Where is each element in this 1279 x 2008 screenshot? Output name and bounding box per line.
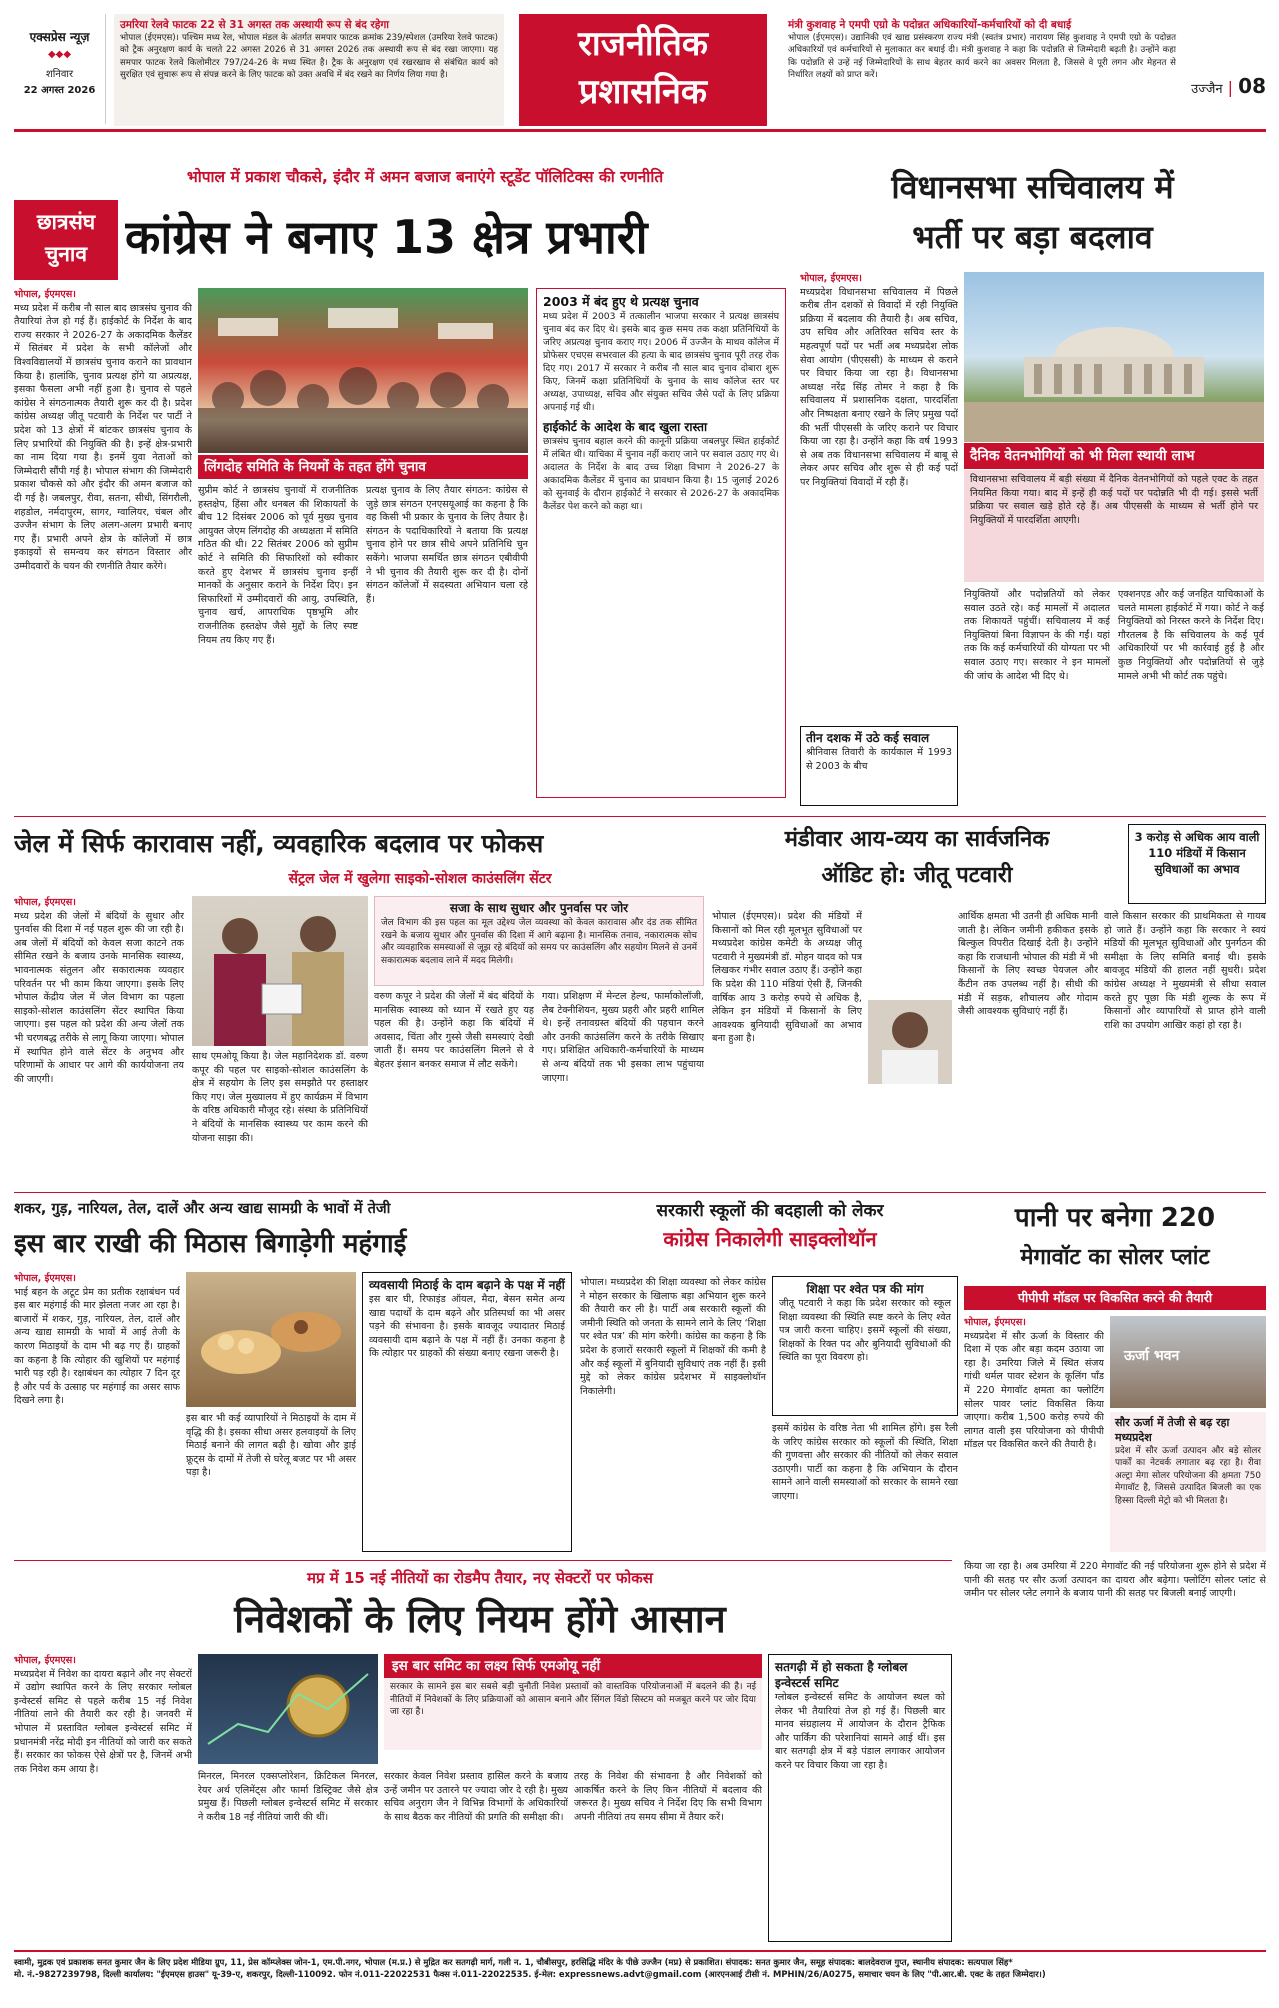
story4-photo [868,1000,952,1084]
story8-photo [198,1654,378,1764]
story8-kicker: मप्र में 15 नई नीतियों का रोडमैप तैयार, नए सेक्टरों पर फोकस [307,1569,653,1587]
story8-box2-title: सतगढ़ी में हो सकता है ग्लोबल इन्वेस्टर्स समिट [775,1660,908,1690]
brief-left-body: भोपाल (ईएमएस)। पश्चिम मध्य रेल, भोपाल मंडल के अंतर्गत समपार फाटक क्रमांक 239/स्पेशल (उमरिया रेलवे फाटक) को ट्रैक अनुरक्षण कार्य के चलते 22 अगस्त 2026 से 31 अगस्त 2026 तक अस्थायी रूप से बंद रखा जाएगा। यह समपार फाटक रेलवे किलोमीटर 797/24-26 के मध्य स्थित है। ट्रैक के अनुरक्षण एवं रखरखाव से संबंधित कार्य को सुरक्षित एवं सुचारू रूप से संपन्न करने के लिए फाटक को उक्त अवधि में बंद रखने का निर्णय लिया गया है। [120,33,498,81]
box-2003-title: 2003 में बंद हुए थे प्रत्यक्ष चुनाव [543,294,699,309]
story1-dateline: भोपाल, ईएमएस। [14,289,76,300]
story4-headline [712,822,1122,898]
story5-body-text: भाई बहन के अटूट प्रेम का प्रतीक रक्षाबंधन पर्व इस बार महंगाई की मार झेलता नजर आ रहा है। बाजारों में शकर, गुड़, नारियल, तेल, दालें और अन्य खाद्य सामग्री के भावों में आई तेजी के कारण मिठाइयों के दाम भी बढ़ गए हैं। ग्राहकों का कहना है कि त्योहार की खुशियों पर महंगाई भारी पड़ रही है। रक्षाबंधन का त्योहार 7 दिन दूर है और पर्व के उत्साह पर महंगाई का असर साफ दिखने लगा है। [14,1286,180,1407]
story6-headline [580,1198,960,1270]
section-title-line1: राजनीतिक [578,24,708,64]
story3-col2: साथ एमओयू किया है। जेल महानिदेशक डॉ. वरुण कपूर की पहल पर साइको-सोशल काउंसलिंग के क्षेत्र में सहयोग के लिए इस समझौते पर हस्ताक्षर किए गए। जेल मुख्यालय में हुए कार्यक्रम में विभाग के वरिष्ठ अधिकारी मौजूद रहे। संस्था के प्रतिनिधियों ने बंदियों के मानसिक स्वास्थ्य पर काम करने की योजना साझा की। [192,1051,368,1144]
story8-col2: मिनरल, मिनरल एक्सप्लोरेशन, क्रिटिकल मिनरल, रेयर अर्थ एलिमेंट्स और फार्मा डिस्ट्रिक्ट जैसे क्षेत्र प्रमुख हैं। पिछली ग्लोबल इन्वेस्टर्स समिट में सरकार ने करीब 18 नई नीतियां जारी की थीं। [198,1771,378,1823]
story4-col3: वाले किसान सरकार की प्राथमिकता से गायब हो जाते हैं। उन्होंने कहा कि सरकार ने स्वयं मंडियों की मूलभूत सुविधाओं और पुनर्गठन की समीक्षा के लिए समिति बनाई थी। इसके बावजूद मंडियों की हालत नहीं सुधरी। प्रदेश कांग्रेस अध्यक्ष ने मुख्यमंत्री से सीधा सवाल करते हुए पूछा कि मंडी शुल्क के रूप में किसानों और व्यापारियों से प्राप्त होने वाली राशि का उपयोग आखिर कहां हो रहा है। [1104,911,1266,1031]
story3-photo [192,896,368,1046]
story8-col4: तरह के निवेश की संभावना है और निवेशकों को आकर्षित करने के लिए किन नीतियों में बदलाव की जरूरत है। मुख्य सचिव ने निर्देश दिए कि सभी विभाग अपनी नीतियां तय समय सीमा में तैयार करें। [574,1771,762,1823]
story5-box-body: इस बार घी, रिफाइंड ऑयल, मैदा, बेसन समेत अन्य खाद्य पदार्थों के दाम बढ़ने और प्रतिस्पर्धा का भी असर पड़ने की संभावना है। इसके बावजूद ज्यादातर मिठाई व्यवसायी दाम बढ़ाने के पक्ष में नहीं हैं। उनका कहना है कि त्योहार पर ग्राहकों की संख्या बनाए रखना जरूरी है। [369,1294,565,1360]
story5-box-title: व्यवसायी मिठाई के दाम बढ़ाने के पक्ष में नहीं [369,1278,565,1292]
story6-box-body: जीतू पटवारी ने कहा कि प्रदेश सरकार को स्कूल शिक्षा व्यवस्था की स्थिति स्पष्ट करने के लिए श्वेत पत्र जारी करना चाहिए। इसमें स्कूलों की संख्या, शिक्षकों के रिक्त पद और बुनियादी सुविधाओं की स्थिति का पूरा विवरण हो। [779,1298,951,1364]
story8-box [384,1654,762,1750]
story1-tag-line1: छात्रसंघ [36,210,96,234]
story7-dateline: भोपाल, ईएमएस। [964,1317,1026,1328]
brief-right-body: भोपाल (ईएमएस)। उद्यानिकी एवं खाद्य प्रसंस्करण राज्य मंत्री (स्वतंत्र प्रभार) नारायण सिंह कुशवाह ने एमपी एग्रो के पदोन्नत अधिकारियों एवं कर्मचारियों से मुलाकात कर बधाई दी। मंत्री कुशवाह ने कहा कि पदोन्नति से जिम्मेदारी बढ़ती है। उन्होंने कहा कि पदोन्नति से उन्हें नई जिम्मेदारियों के साथ बेहतर कार्य करने का अवसर मिलता है, जिससे वे पूरी लगन और मेहनत से निर्धारित लक्ष्यों को प्राप्त करें। [788,33,1176,81]
brand-name: एक्सप्रेस न्यूज़ [29,30,90,44]
story1-body-text: मध्य प्रदेश में करीब नौ साल बाद छात्रसंघ चुनाव की तैयारियां तेज हो गई हैं। हाईकोर्ट के निर्देश के बाद राज्य सरकार ने 2026-27 के अकादमिक कैलेंडर में सितंबर में प्रदेश के सभी कॉलेजों और विश्वविद्यालयों में छात्रसंघ चुनाव कराने का प्रावधान किया है। हालांकि, चुनाव प्रत्यक्ष होंगे या अप्रत्यक्ष, इसका फैसला अभी नहीं हुआ है। चुनाव से पहले कांग्रेस ने संगठनात्मक तैयारी शुरू कर दी है। प्रदेश कांग्रेस अध्यक्ष जीतू पटवारी के निर्देश पर पार्टी ने प्रदेश को 13 क्षेत्रों में बांटकर छात्रसंघ चुनाव के लिए प्रभारियों की नियुक्ति की है। इन्हें क्षेत्र-प्रभारी का नाम दिया गया है। इनमें युवा नेताओं को जिम्मेदारी सौंपी गई है। भोपाल संभाग की जिम्मेदारी प्रकाश चौकसे को और इंदौर की अमन बजाज को दी गई है। जबलपुर, रीवा, सतना, सीधी, सिंगरौली, शहडोल, नर्मदापुरम, सागर, ग्वालियर, चंबल और उज्जैन संभाग के लिए अलग-अलग प्रभारी बनाए गए हैं। प्रभारी अपने क्षेत्र के कॉलेजों में छात्र इकाइयों से समन्वय कर संगठन विस्तार और उम्मीदवारों के चयन की रणनीति तैयार करेंगे। [14,302,192,572]
row-separator-2 [14,1192,1266,1193]
row-separator-1 [14,816,1266,817]
footer-contact: मो. नं.-9827239798, दिल्ली कार्यालय: "ईएमएस हाउस" यू-39-ए, शकरपुर, दिल्ली-110092. फोन नं.011-22022531 फैक्स नं.011-22022535. ई-मेल: expressnews.advt@gmail.com (आरएनआई टीसी नं. MPHIN/26/A0275, समाचार चयन के लिए "पी.आर.बी. एक्ट के तहत जिम्मेदार।) [14,1969,1046,1979]
story2-headline-line1: विधानसभा सचिवालय में [891,168,1174,206]
story7-body [964,1316,1104,1552]
brief-right [782,14,1182,126]
story3-box-body: जेल विभाग की इस पहल का मूल उद्देश्य जेल व्यवस्था को केवल कारावास और दंड तक सीमित रखने के बजाय सुधार और पुनर्वास की दिशा में आगे बढ़ाना है। मानसिक तनाव, नकारात्मक सोच और व्यवहारिक समस्याओं से जूझ रहे बंदियों को समय पर काउंसलिंग और सहयोग मिलने से उनमें सकारात्मक बदलाव लाने में मदद मिलेगी। [381,918,697,966]
brief-left [114,14,504,126]
story3-col3: वरुण कपूर ने प्रदेश की जेलों में बंद बंदियों के मानसिक स्वास्थ्य को ध्यान में रखते हुए यह पहल की है। उन्होंने कहा कि बंदियों में अवसाद, चिंता और गुस्से जैसी समस्याएं देखी जाती हैं। समय पर काउंसलिंग मिलने से वे बेहतर इंसान बनकर समाज में लौट सकेंगे। [374,991,534,1070]
story5-photo [186,1272,356,1407]
story2-col2: नियुक्तियों और पदोन्नतियों को लेकर सवाल उठते रहे। कई मामलों में अदालत तक शिकायतें पहुंचीं। सचिवालय में कई नियुक्तियां बिना विज्ञापन के की गईं। यहां तक कि कई कर्मचारियों की योग्यता पर भी सवाल उठाए गए। सरकार ने इन मामलों की जांच के आदेश भी दिए थे। [964,589,1110,682]
story1-photo [198,288,528,453]
story3-col4: गया। प्रशिक्षण में मेन्टल हेल्थ, फार्माकोलॉजी, लैब टेक्नीशियन, मुख्य प्रहरी और प्रहरी शामिल थे। इन्हें तनावग्रस्त बंदियों की पहचान करने और उनकी काउंसलिंग करने के तरीके सिखाए गए। प्रशिक्षित अधिकारी-कर्मचारियों के माध्यम से अन्य बंदियों तक भी इसका लाभ पहुंचाया जाएगा। [542,991,704,1084]
story1-body [14,288,192,798]
story7-box-body: प्रदेश में सौर ऊर्जा उत्पादन और बड़े सोलर पार्कों का नेटवर्क लगातार बढ़ रहा है। रीवा अल्ट्रा मेगा सोलर परियोजना की क्षमता 750 मेगावॉट है, जिससे उत्पादित बिजली का एक हिस्सा दिल्ली मेट्रो को भी मिलता है। [1115,1446,1261,1506]
section-title-line2: प्रशासनिक [578,72,708,112]
page-number-block [1186,74,1266,104]
story1-tag [14,200,118,280]
box-2003-subhead: हाईकोर्ट के आदेश के बाद खुला रास्ता [543,420,708,434]
story5-col2: इस बार भी कई व्यापारियों ने मिठाइयों के दाम में वृद्धि की है। इसका सीधा असर हलवाइयों के लिए मिठाई बनाने की लागत बढ़ी है। खोवा और ड्राई फ्रूट्स के दामों में तेजी से घरेलू बजट पर भी असर पड़ा है। [186,1413,356,1479]
story8-col3: सरकार केवल निवेश प्रस्ताव हासिल करने के बजाय उन्हें जमीन पर उतारने पर ज्यादा जोर दे रही है। मुख्य सचिव अनुराग जैन ने विभिन्न विभागों के अधिकारियों के साथ बैठक कर नीतियों की प्रगति की समीक्षा की। [384,1771,568,1823]
story7-photo [1110,1316,1266,1408]
story5-kicker: शकर, गुड़, नारियल, तेल, दालें और अन्य खाद्य सामग्री के भावों में तेजी [14,1201,391,1217]
story8-box-title: इस बार समिट का लक्ष्य सिर्फ एमओयू नहीं [384,1654,762,1678]
story7-box-title: सौर ऊर्जा में तेजी से बढ़ रहा मध्यप्रदेश [1115,1416,1230,1444]
story2-headline-line2: भर्ती पर बड़ा बदलाव [912,218,1153,256]
story7-body-text: मध्यप्रदेश में सौर ऊर्जा के विस्तार की दिशा में एक और बड़ा कदम उठाया जा रहा है। उमरिया जिले में स्थित संजय गांधी थर्मल पावर स्टेशन के कूलिंग पॉंड में 220 मेगावॉट क्षमता का फ्लोटिंग सोलर पावर प्लांट विकसित किया जाएगा। करीब 1,500 करोड़ रुपये की लागत वाली इस परियोजना को पीपीपी मॉडल पर विकसित करने की तैयारी है। [964,1330,1104,1451]
footer [14,1950,1266,1996]
story5-body [14,1272,180,1552]
brief-left-headline: उमरिया रेलवे फाटक 22 से 31 अगस्त तक अस्थायी रूप से बंद रहेगा [120,19,389,31]
story7-box [1110,1412,1266,1552]
brand-ornament: ◆◆◆ [47,49,72,60]
story6-body: भोपाल। मध्यप्रदेश की शिक्षा व्यवस्था को लेकर कांग्रेस ने मोहन सरकार के खिलाफ बड़ा अभियान शुरू करने की तैयारी कर ली है। पार्टी अब सरकारी स्कूलों की जमीनी स्थिति को जनता के सामने लाने के लिए ‘शिक्षा पर श्वेत पत्र’ की मांग करेगी। कांग्रेस का कहना है कि प्रदेश के हजारों सरकारी स्कूलों में शिक्षकों की कमी है और कई स्कूलों में बुनियादी सुविधाएं तक नहीं हैं। इसी मुद्दे को लेकर कांग्रेस प्रदेशभर में साइक्लोथॉन निकालेगी। [580,1277,766,1397]
story8-body [14,1654,192,1942]
crowd-illustration [198,288,528,453]
story5-headline: इस बार राखी की मिठास बिगाड़ेगी महंगाई [14,1229,407,1259]
story1-caption-body: सुप्रीम कोर्ट ने छात्रसंघ चुनावों में राजनीतिक हस्तक्षेप, हिंसा और धनबल की शिकायतों के बीच 12 दिसंबर 2006 को पूर्व मुख्य चुनाव आयुक्त जेएम लिंगदोह की अध्यक्षता में समिति गठित की थी। 22 सितंबर 2006 को सुप्रीम कोर्ट ने समिति की सिफारिशों को स्वीकार करते हुए देशभर में छात्रसंघ चुनाव इन्हीं मानकों के अनुसार कराने के निर्देश दिए। इन सिफारिशों में उम्मीदवारों की आयु, उपस्थिति, चुनाव खर्च, आपराधिक पृष्ठभूमि और राजनीतिक हस्तक्षेप जैसे मुद्दों के लिए स्पष्ट नियम तय किए गए हैं। [198,485,358,646]
story3-body-text: मध्य प्रदेश की जेलों में बंदियों के सुधार और पुनर्वास की दिशा में नई पहल शुरू की जा रही है। अब जेलों में बंदियों को केवल सजा काटने तक सीमित रखने के बजाय उनके मानसिक स्वास्थ्य, भावनात्मक संतुलन और सकारात्मक व्यवहार परिवर्तन पर भी काम किया जाएगा। इसके लिए भोपाल केंद्रीय जेल में जेल विभाग का पहला साइको-सोशल काउंसलिंग सेंटर स्थापित किया जाएगा। इस पहल को प्रदेश की अन्य जेलों तक भी चरणबद्ध तरीके से लागू किया जाएगा। भोपाल में स्थापित होने वाले सेंटर के अनुभव और परिणामों के आधार पर आगे की कार्ययोजना तय की जाएगी। [14,910,184,1085]
story1-kicker: भोपाल में प्रकाश चौकसे, इंदौर में अमन बजाज बनाएंगे स्टूडेंट पॉलिटिक्स की रणनीति [186,168,664,186]
story2-caption-body: विधानसभा सचिवालय में बड़ी संख्या में दैनिक वेतनभोगियों को पहले एक्ट के तहत नियमित किया गया। बाद में इन्हें ही कई पदों पर पदोन्नति भी दी गई। इससे भर्ती प्रक्रिया पर सवाल खड़े होते रहे हैं। अब पीएससी के माध्यम से भर्ती होने पर नियुक्तियों में पारदर्शिता आएगी। [964,470,1264,582]
story8-headline: निवेशकों के लिए नियम होंगे आसान [234,1597,726,1641]
story6-headline-line2: कांग्रेस निकालेगी साइक्लोथॉन [663,1227,877,1251]
masthead [14,14,1266,132]
story3-body [14,896,184,1186]
box-2003-body2: छात्रसंघ चुनाव बहाल करने की कानूनी प्रक्रिया जबलपुर स्थित हाईकोर्ट में लंबित थी। याचिका में चुनाव नहीं कराए जाने पर सवाल उठाए गए थे। अदालत के निर्देश के बाद उच्च शिक्षा विभाग ने 2026-27 के अकादमिक कैलेंडर में चुनाव का प्रावधान किया है। 15 जुलाई 2026 को सुनवाई के दौरान हाईकोर्ट ने सरकार से 2026-27 के अकादमिक कैलेंडर पेश करने को कहा था। [543,436,779,512]
story4-side-note: 3 करोड़ से अधिक आय वाली 110 मंडियों में किसान सुविधाओं का अभाव [1128,824,1266,904]
story4-col2: आर्थिक क्षमता भी उतनी ही अधिक मानी जाती है। लेकिन जमीनी हकीकत इसके बिल्कुल विपरीत दिखाई देती है। उन्होंने कहा कि राजधानी भोपाल की मंडी में भी किसानों के लिए स्वच्छ पेयजल और कैंटीन तक उपलब्ध नहीं है। सीधी की मंडी में सड़क, शौचालय और गोदाम जैसी आवश्यक सुविधाएं नहीं हैं। [958,911,1098,1018]
story3-dateline: भोपाल, ईएमएस। [14,897,76,908]
story3-headline: जेल में सिर्फ कारावास नहीं, व्यवहारिक बदलाव पर फोकस [14,829,544,858]
portrait-illustration [868,1000,952,1084]
footer-imprint: स्वामी, मुद्रक एवं प्रकाशक सनत कुमार जैन के लिए प्रदेश मीडिया ग्रुप, 11, प्रेस कॉम्प्लेक्स जोन-1, एम.पी.नगर, भोपाल (म.प्र.) से मुद्रित कर सतगढ़ी मार्ग, गली न. 1, चौबीसपुर, हरसिद्धि मंदिर के पीछे उज्जैन (मप्र) से प्रकाशित। संपादक: सनत कुमार जैन, समूह संपादक: बालदेवराज गुप्त, स्थानीय संपादक: सत्यपाल सिंह* [14,1957,1013,1967]
officials-illustration [192,896,368,1046]
story7-subhead: पीपीपी मॉडल पर विकसित करने की तैयारी [964,1286,1266,1310]
story2-col3: एक्शनएड और कई जनहित याचिकाओं के चलते मामला हाईकोर्ट में गया। कोर्ट ने कई नियुक्तियों को निरस्त करने के निर्देश दिए। गौरतलब है कि सचिवालय के कई पूर्व अधिकारियों पर भी कार्रवाई हुई है और कुछ नियुक्तियों और पदोन्नतियों से जुड़े मामले अभी भी कोर्ट तक पहुंचे। [1118,589,1264,682]
page-number: 08 [1238,74,1266,98]
story3-subhead: सेंट्रल जेल में खुलेगा साइको-सोशल काउंसलिंग सेंटर [288,871,552,887]
story5-dateline: भोपाल, ईएमएस। [14,1273,76,1284]
story2-photo [964,272,1264,442]
story8-box2 [768,1654,952,1942]
story1-photo-caption: लिंगदोह समिति के नियमों के तहत होंगे चुनाव [198,455,528,479]
sweets-illustration [186,1272,356,1407]
story8-dateline: भोपाल, ईएमएस। [14,1655,76,1666]
story7-headline-line2: मेगावॉट का सोलर प्लांट [1020,1245,1210,1270]
story2-box-title: तीन दशक में उठे कई सवाल [806,731,930,745]
story2-box [800,726,958,806]
story5-box [362,1272,572,1552]
story7-headline-line1: पानी पर बनेगा 220 [1014,1203,1216,1233]
story6-box-title: शिक्षा पर श्वेत पत्र की मांग [806,1282,924,1296]
story7-photo-label: ऊर्जा भवन [1124,1348,1180,1364]
story2-dateline: भोपाल, ईएमएस। [800,273,862,284]
story1-headline: कांग्रेस ने बनाए 13 क्षेत्र प्रभारी [125,210,648,264]
city-name: उज्जैन [1191,82,1223,97]
story3-box-title: सजा के साथ सुधार और पुनर्वास पर जोर [449,901,629,915]
issue-date: 22 अगस्त 2026 [23,85,96,96]
issue-day: शनिवार [45,69,74,80]
building-illustration [964,272,1264,442]
story8-body-text: मध्यप्रदेश में निवेश का दायरा बढ़ाने और नए सेक्टरों में उद्योग स्थापित करने के लिए सरकार ग्लोबल इन्वेस्टर्स समिट से पहले करीब 15 नई निवेश नीतियां लाने की तैयारी कर रही है। जनवरी में भोपाल में प्रस्तावित ग्लोबल इन्वेस्टर्स समिट में प्रधानमंत्री नरेंद्र मोदी इन नीतियों को जारी कर सकते हैं। सरकार का फोकस ऐसे क्षेत्रों पर है, जिनमें अभी तक निवेश कम आया है। [14,1668,192,1775]
story4-headline-line2: ऑडिट हो: जीतू पटवारी [821,863,1013,888]
section-title [519,14,767,126]
story1-tag-line2: चुनाव [44,242,88,266]
story4-body: भोपाल (ईएमएस)। प्रदेश की मंडियों में किसानों को मिल रही मूलभूत सुविधाओं पर मध्यप्रदेश कांग्रेस कमेटी के अध्यक्ष जीतू पटवारी ने मुख्यमंत्री डॉ. मोहन यादव को पत्र लिखकर गंभीर सवाल उठाए हैं। उन्होंने कहा कि प्रदेश की 110 मंडियां ऐसी हैं, जिनकी वार्षिक आय 3 करोड़ रुपये से अधिक है, लेकिन इन मंडियों में किसानों के लिए आवश्यक बुनियादी सुविधाओं का अभाव बना हुआ है। [712,911,862,1045]
story6-box [772,1276,958,1416]
story7-headline [964,1198,1266,1282]
story2-body-text: मध्यप्रदेश विधानसभा सचिवालय में पिछले करीब तीन दशकों से विवादों में रही नियुक्ति प्रक्रिया में बदलाव की तैयारी है। अब सचिव, उप सचिव और अतिरिक्त सचिव स्तर के महत्वपूर्ण पदों पर भर्ती अब मध्यप्रदेश लोक सेवा आयोग (पीएससी) के माध्यम से कराने पर विचार किया जा रहा है। विधानसभा अध्यक्ष नरेंद्र सिंह तोमर ने कहा है कि सचिवालय में प्रशासनिक दक्षता, पारदर्शिता और निष्पक्षता बनाए रखने के लिए प्रमुख पदों की भर्ती पीएससी के जरिए कराने पर विचार किया जा रहा है। उन्होंने कहा कि वर्ष 1993 से अब तक विधानसभा सचिवालय में बाबू से लेकर अपर सचिव और शुरू से ही कई पदों पर नियुक्तियां विवादों में रही हैं। [800,286,958,488]
page-divider: | [1227,78,1234,97]
brief-right-headline: मंत्री कुशवाह ने एमपी एग्रो के पदोन्नत अधिकारियों-कर्मचारियों को दी बधाई [788,19,1072,31]
box-2003 [536,288,786,798]
story2-headline [800,162,1265,270]
story2-box-body: श्रीनिवास तिवारी के कार्यकाल में 1993 से 2003 के बीच [806,747,952,772]
box-2003-body: मध्य प्रदेश में 2003 में तत्कालीन भाजपा सरकार ने प्रत्यक्ष छात्रसंघ चुनाव बंद कर दिए थे। इसके बाद कुछ समय तक कक्षा प्रतिनिधियों के जरिए अप्रत्यक्ष चुनाव कराए गए। 2006 में उज्जैन के माधव कॉलेज में प्रोफेसर एचएस सभरवाल की हत्या के बाद छात्रसंघ चुनाव पूरी तरह रोक दिए गए। 2017 में सरकार ने करीब नौ साल बाद चुनाव दोबारा शुरू किए, जिनमें कक्षा प्रतिनिधियों के चुनाव के साथ कॉलेज स्तर पर अध्यक्ष, उपाध्यक्ष, सचिव और संयुक्त सचिव जैसे पदों के लिए प्रक्रिया अपनाई गई थी। [543,311,779,413]
story7-col2: किया जा रहा है। अब उमरिया में 220 मेगावॉट की नई परियोजना शुरू होने से प्रदेश में पानी की सतह पर सौर ऊर्जा उत्पादन का दायरा और बढ़ेगा। फ्लोटिंग सोलर प्लांट से जमीन पर सोलर प्लेट लगाने के बजाय पानी की सतह पर बिजली बनाई जाएगी। [964,1561,1266,1600]
story2-photo-caption: दैनिक वेतनभोगियों को भी मिला स्थायी लाभ [964,443,1264,469]
story2-body [800,272,958,722]
story1-col3: प्रत्यक्ष चुनाव के लिए तैयार संगठन: कांग्रेस से जुड़े छात्र संगठन एनएसयूआई का कहना है कि वह किसी भी प्रकार के चुनाव के लिए तैयार है। संगठन के पदाधिकारियों ने बताया कि प्रत्यक्ष चुनाव होने पर छात्र सीधे अपने प्रतिनिधि चुन सकेंगे। भाजपा समर्थित छात्र संगठन एबीवीपी ने भी चुनाव की तैयारी शुरू कर दी है। दोनों संगठन कॉलेजों में सदस्यता अभियान चला रहे हैं। [366,485,528,605]
story4-headline-line1: मंडीवार आय-व्यय का सार्वजनिक [784,827,1050,852]
coins-illustration [198,1654,378,1764]
story8-box-body: सरकार के सामने इस बार सबसे बड़ी चुनौती निवेश प्रस्तावों को वास्तविक परियोजनाओं में बदलने की है। नई नीतियों में निवेशकों के लिए प्रक्रियाओं को आसान बनाने और सिंगल विंडो सिस्टम को मजबूत करने पर जोर दिया जा रहा है। [384,1678,762,1750]
masthead-brand-block [14,14,106,124]
story6-col2: इसमें कांग्रेस के वरिष्ठ नेता भी शामिल होंगे। इस रैली के जरिए कांग्रेस सरकार को स्कूलों की स्थिति, शिक्षा की गुणवत्ता और सरकार की नीतियों को लेकर सवाल उठाएगी। पार्टी का कहना है कि अभियान के दौरान सामने आने वाली समस्याओं को सरकार के सामने रखा जाएगा। [772,1423,958,1502]
story3-box [374,896,704,986]
story8-box2-body: ग्लोबल इन्वेस्टर्स समिट के आयोजन स्थल को लेकर भी तैयारियां तेज हो गई हैं। पिछली बार मानव संग्रहालय में आयोजन के दौरान ट्रैफिक और पार्किंग की परेशानियां सामने आई थीं। इस बार सतगढ़ी क्षेत्र में बड़े पंडाल लगाकर आयोजन करने पर विचार किया जा रहा है। [775,1692,945,1771]
story6-headline-line1: सरकारी स्कूलों की बदहाली को लेकर [656,1201,884,1221]
row-separator-3 [14,1560,952,1561]
